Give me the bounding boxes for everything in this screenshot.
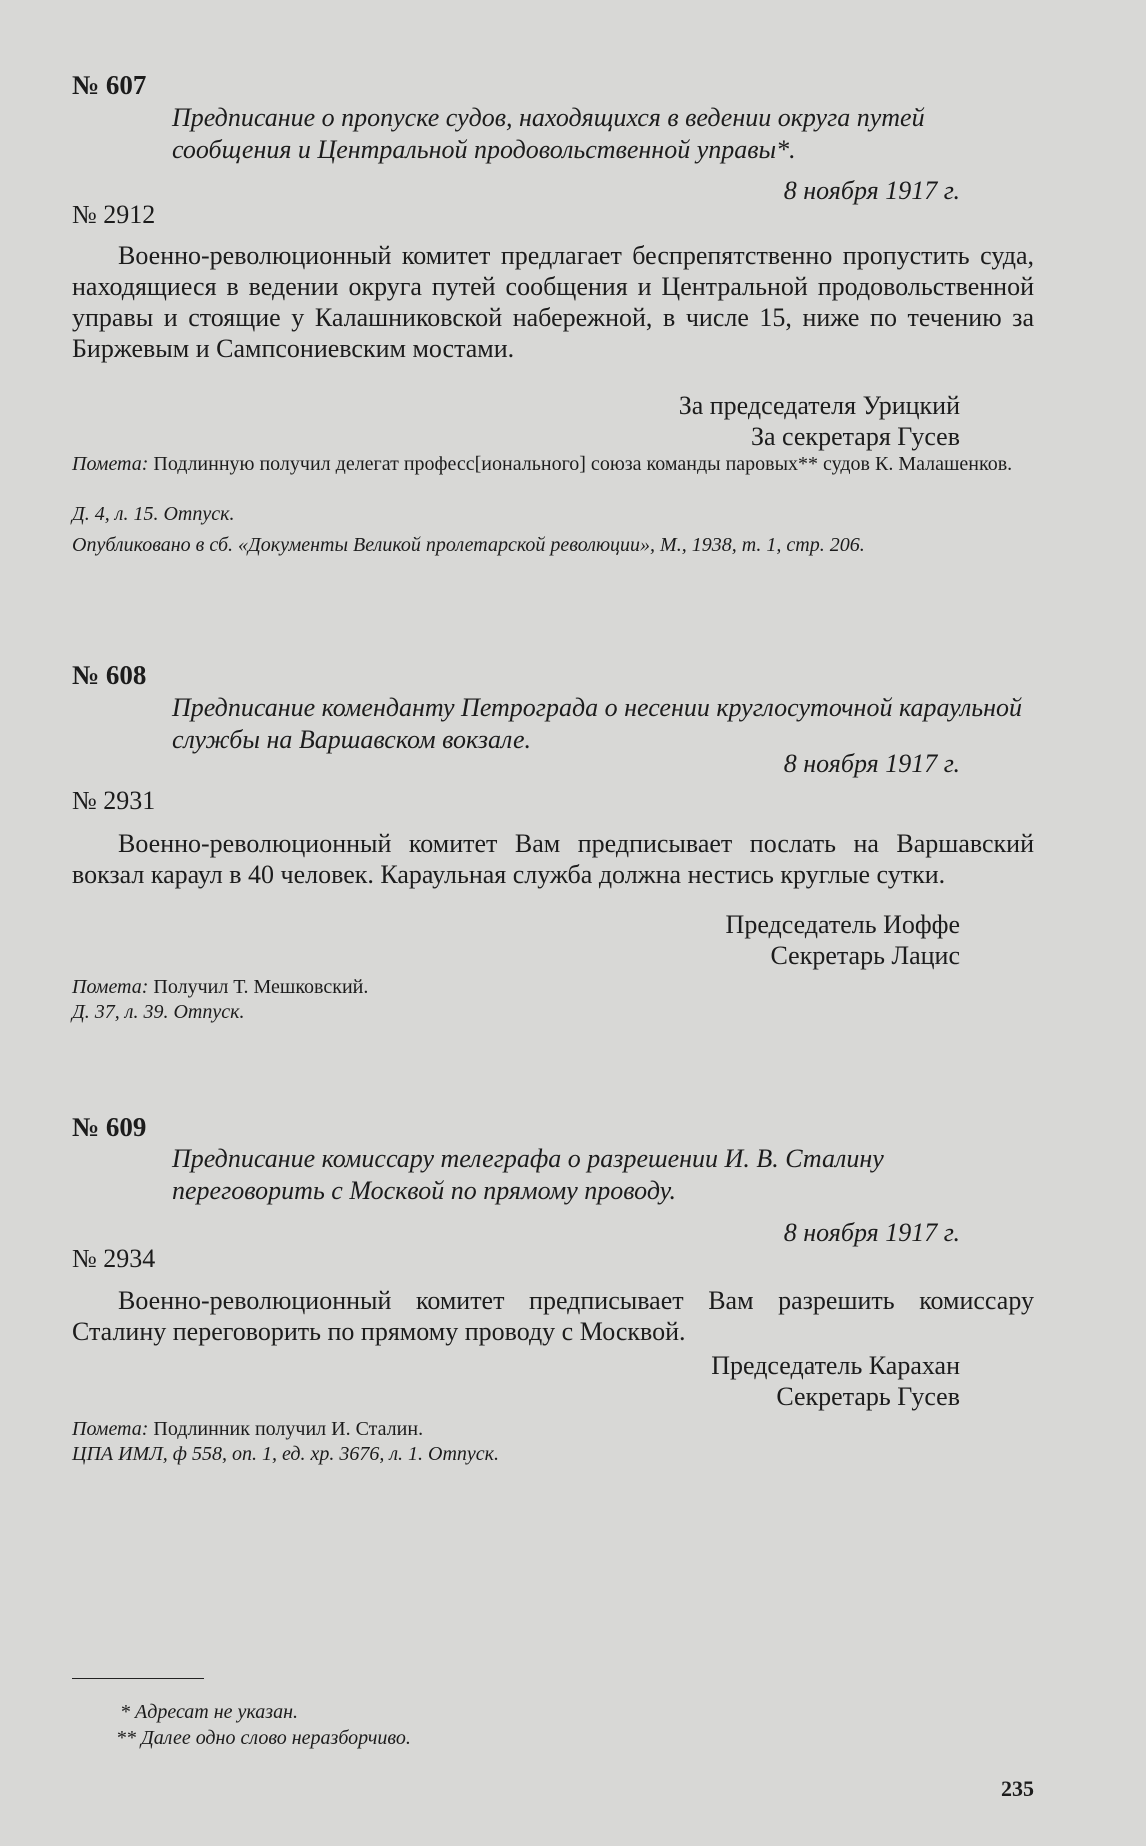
footnote: * Адресат не указан. xyxy=(120,1701,299,1723)
signature-secretary: Секретарь Гусев xyxy=(776,1382,960,1411)
doc-note xyxy=(72,1417,1034,1442)
doc-number: № 607 xyxy=(72,70,147,100)
doc-note xyxy=(72,452,1034,477)
note-text: Подлинник получил И. Сталин. xyxy=(153,1418,424,1440)
doc-title: Предписание коменданту Петрограда о несении круглосуточной караульной службы на Варшавском вокзале. xyxy=(172,693,1023,754)
doc-body: Военно-революционный комитет Вам предписывает послать на Варшавский вокзал караул в 40 человек. Караульная служба должна нестись круглые сутки. xyxy=(72,829,1034,889)
note-label: Помета: xyxy=(72,1418,149,1440)
doc-body: Военно-революционный комитет предлагает беспрепятственно пропустить суда, находящиеся в ведении округа путей сообщения и Центральной продовольственной управы и стоящие у Калашниковской набережной, в числе 15, ниже по течению за Биржевым и Сампсониевским мостами. xyxy=(72,241,1034,363)
doc-number: № 608 xyxy=(72,660,147,690)
doc-body: Военно-революционный комитет предписывает Вам разрешить комиссару Сталину переговорить по прямому проводу с Москвой. xyxy=(72,1286,1034,1346)
note-label: Помета: xyxy=(72,453,149,475)
doc-note xyxy=(72,975,1034,1000)
signature-chair: Председатель Иоффе xyxy=(725,910,960,939)
registration-number: № 2931 xyxy=(72,786,156,815)
archive-ref: Д. 37, л. 39. Отпуск. xyxy=(72,1001,245,1023)
page-number: 235 xyxy=(1001,1776,1034,1801)
archive-ref: ЦПА ИМЛ, ф 558, оп. 1, ед. хр. 3676, л. 1. Отпуск. xyxy=(72,1443,500,1465)
doc-date: 8 ноября 1917 г. xyxy=(783,749,960,778)
doc-title: Предписание комиссару телеграфа о разрешении И. В. Сталину переговорить с Москвой по прямому проводу. xyxy=(172,1144,884,1205)
publication-ref: Опубликовано в сб. «Документы Великой пролетарской революции», М., 1938, т. 1, стр. 206. xyxy=(72,534,865,556)
signature-chair: Председатель Карахан xyxy=(711,1351,960,1380)
note-text: Подлинную получил делегат професс[ионального] союза команды паровых** судов К. Малашенков. xyxy=(153,453,1013,475)
signature-secretary: Секретарь Лацис xyxy=(770,941,960,970)
registration-number: № 2934 xyxy=(72,1244,156,1273)
signature-secretary: За секретаря Гусев xyxy=(750,422,960,451)
registration-number: № 2912 xyxy=(72,200,156,229)
doc-title: Предписание о пропуске судов, находящихся в ведении округа путей сообщения и Центральной продовольственной управы*. xyxy=(172,103,925,164)
doc-date: 8 ноября 1917 г. xyxy=(783,1218,960,1247)
footnote: ** Далее одно слово неразборчиво. xyxy=(116,1727,411,1749)
doc-number: № 609 xyxy=(72,1112,147,1142)
footnote-divider xyxy=(72,1678,204,1679)
doc-date: 8 ноября 1917 г. xyxy=(783,176,960,205)
note-label: Помета: xyxy=(72,976,149,998)
archive-ref: Д. 4, л. 15. Отпуск. xyxy=(72,503,235,525)
note-text: Получил Т. Мешковский. xyxy=(153,976,369,998)
signature-chair: За председателя Урицкий xyxy=(678,391,960,420)
